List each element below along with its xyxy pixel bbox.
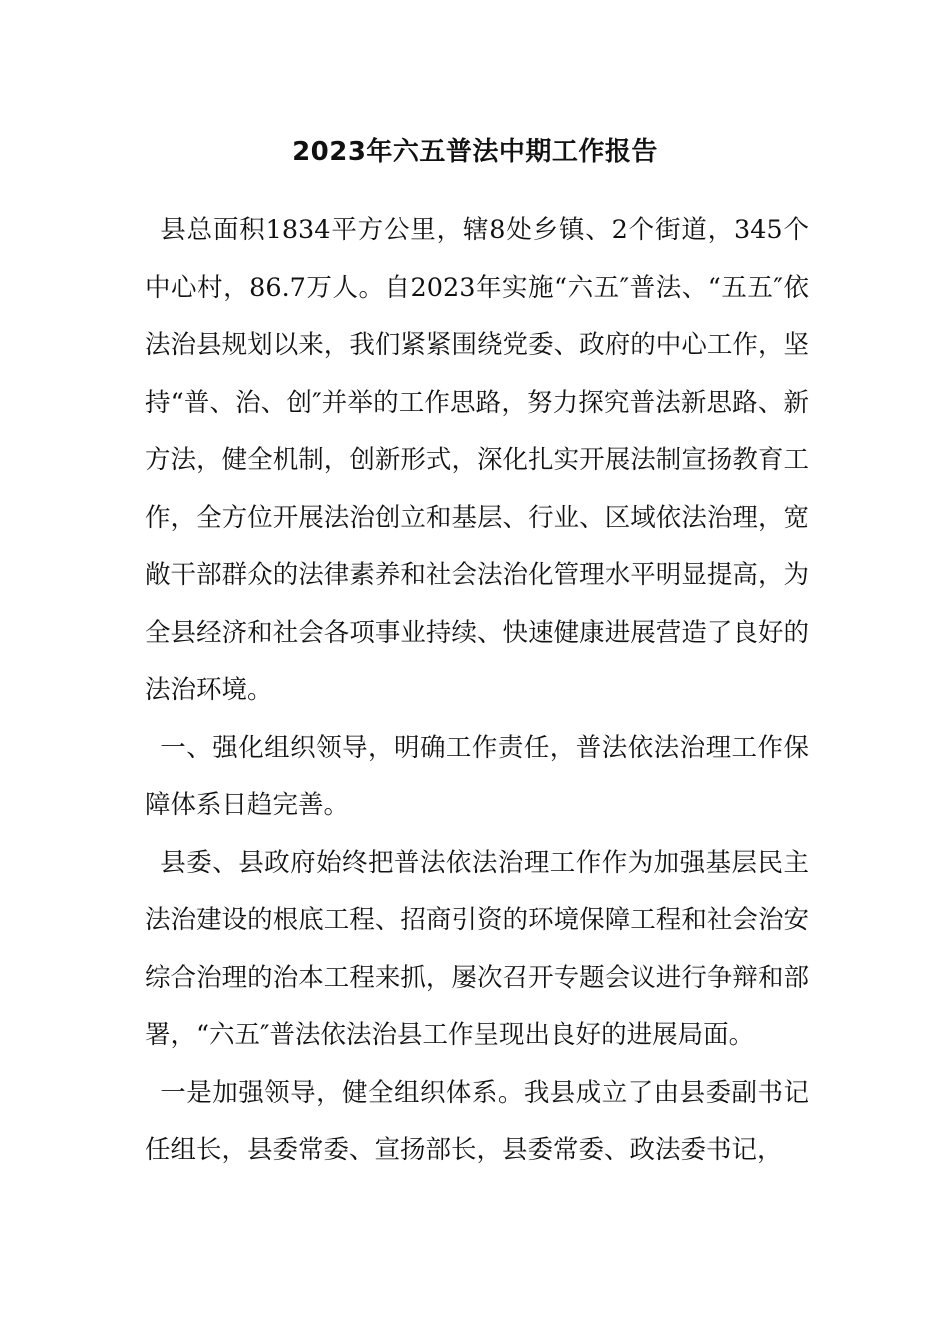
document-body [145, 202, 809, 1180]
paragraph-overview: 县委、县政府始终把普法依法治理工作作为加强基层民主法治建设的根底工程、招商引资的环境保障工程和社会治安综合治理的治本工程来抓，屡次召开专题会议进行争辩和部署，“六五″普法依法治县工作呈现出良好的进展局面。 [145, 847, 809, 1050]
document-title: 2023年六五普法中期工作报告 [292, 137, 658, 167]
paragraph-section-heading: 一、强化组织领导，明确工作责任，普法依法治理工作保障体系日趋完善。 [145, 732, 809, 820]
paragraph-first-point: 一是加强领导，健全组织体系。我县成立了由县委副书记任组长，县委常委、宣扬部长，县委常委、政法委书记， [145, 1077, 809, 1165]
paragraph-intro: 县总面积1834平方公里，辖8处乡镇、2个街道，345个中心村，86.7万人。自2023年实施“六五″普法、“五五″依法治县规划以来，我们紧紧围绕党委、政府的中心工作，坚持“普、治、创″并举的工作思路，努力探究普法新思路、新方法，健全机制，创新形式，深化扎实开展法制宣扬教育工作，全方位开展法治创立和基层、行业、区域依法治理，宽敞干部群众的法律素养和社会法治化管理水平明显提高，为全县经济和社会各项事业持续、快速健康进展营造了良好的法治环境。 [145, 215, 809, 705]
